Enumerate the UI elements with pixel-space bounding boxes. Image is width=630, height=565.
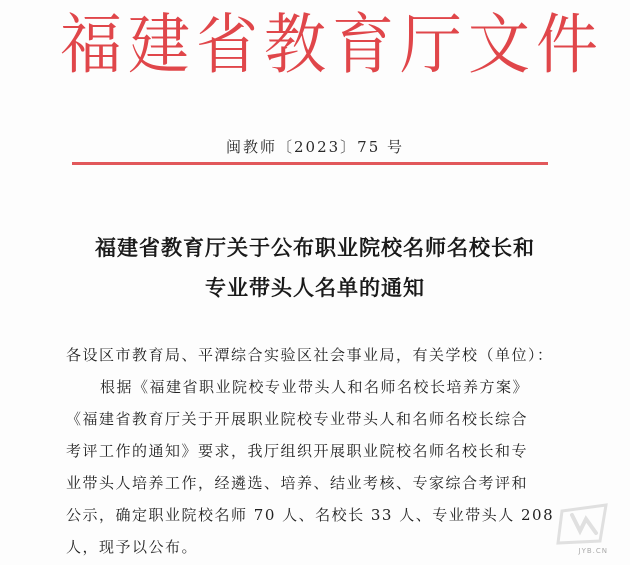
document-number: 闽教师〔2023〕75 号	[225, 138, 405, 156]
body-line-2: 《福建省教育厅关于开展职业院校专业带头人和名师名校长综合	[66, 410, 529, 428]
notice-title-line-1: 福建省教育厅关于公布职业院校名师名校长和	[95, 235, 535, 260]
watermark-text: JYB.CN	[578, 547, 608, 555]
body-line-4: 业带头人培养工作，经遴选、培养、结业考核、专家综合考评和	[66, 474, 529, 492]
body-line-1: 根据《福建省职业院校专业带头人和名师名校长培养方案》	[100, 378, 530, 396]
notice-title-line-2: 专业带头人名单的通知	[205, 275, 425, 300]
logo-watermark-icon	[556, 501, 612, 547]
red-divider-line	[72, 162, 548, 165]
body-line-5: 公示，确定职业院校名师 70 人、名校长 33 人、专业带头人 208	[66, 506, 555, 524]
masthead-title: 福建省教育厅文件	[60, 6, 605, 83]
salutation: 各设区市教育局、平潭综合实验区社会事业局，有关学校（单位）：	[66, 346, 554, 364]
body-line-3: 考评工作的通知》要求，我厅组织开展职业院校名师名校长和专	[66, 442, 529, 460]
body-line-6: 人，现予以公布。	[66, 538, 199, 556]
